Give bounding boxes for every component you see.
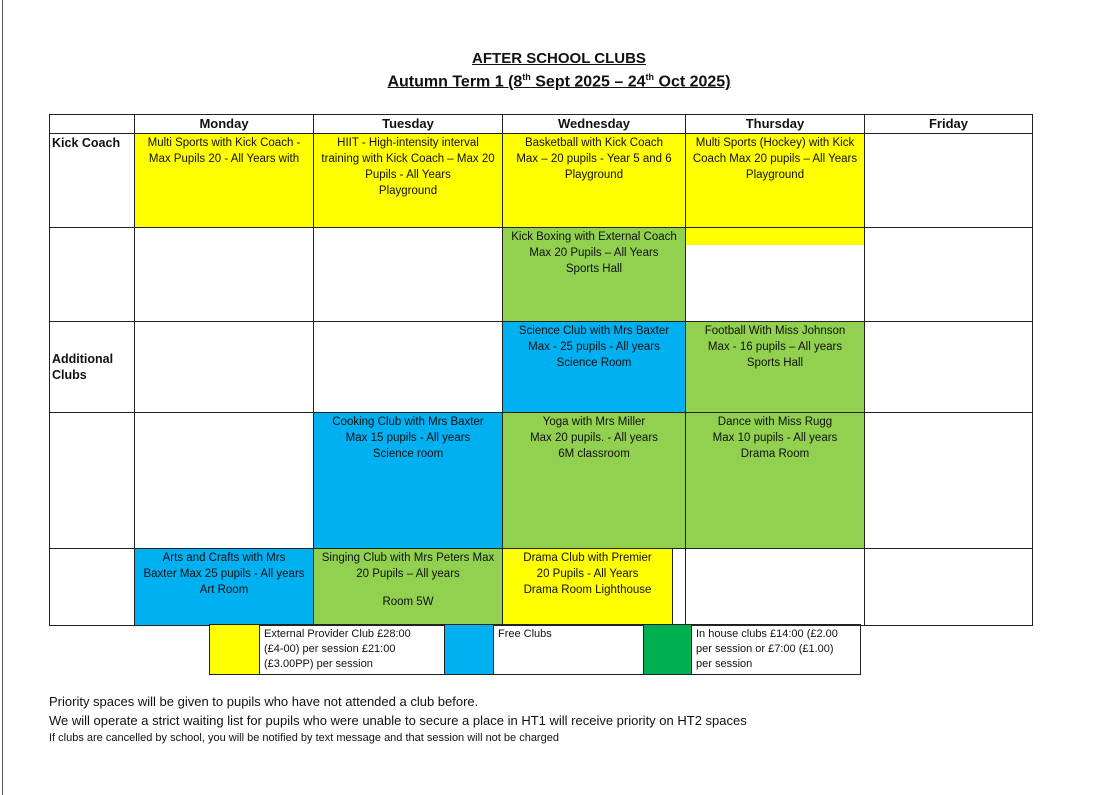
club-location: Playground [745,169,805,181]
club-location: Science room [372,448,444,460]
subtitle-part: Sept 2025 – 24 [530,73,646,91]
club-cell-thu-hockey [686,134,865,228]
empty-cell [314,322,503,413]
split-cell [503,549,685,625]
legend-line: In house clubs £14:00 (£2.00 [696,628,838,640]
club-cell-tue-singing [314,549,503,626]
empty-cell [50,549,135,626]
subtitle-sup: th [522,72,531,82]
club-name: Drama Club with Premier [523,552,652,564]
club-detail: Max 15 pupils - All years [345,432,471,444]
note-cancellation: If clubs are cancelled by school, you will be notified by text message and that session will not be charged [49,732,559,744]
club-name: Yoga with Mrs Miller [542,416,646,428]
legend-line: per session [696,658,753,670]
club-detail: Max - 25 pupils - All years [528,341,660,353]
legend-line: External Provider Club £28:00 [264,628,411,640]
club-detail: Max 10 pupils - All years [712,432,838,444]
row-label-additional-clubs [50,322,135,413]
empty-cell [50,228,135,322]
table-row [50,549,1033,626]
legend-line: (£4-00) per session £21:00 [264,643,396,655]
club-name: Dance with Miss Rugg [717,416,833,428]
club-detail: Max - 16 pupils – All years [707,341,843,353]
pricing-legend [209,624,861,675]
club-name: Science Club with Mrs Baxter [518,325,670,337]
notes-section [49,692,1049,746]
legend-line: per session or £7:00 (£1.00) [696,643,834,655]
empty-cell [686,549,865,626]
page-subtitle [0,72,1118,91]
empty-cell [135,228,314,322]
club-cell-mon-multi-sports [135,134,314,228]
legend-swatch-free [445,625,494,675]
day-header-row [50,115,1033,134]
club-name: Cooking Club with Mrs Baxter [332,416,484,428]
club-name: Kick Boxing with External Coach [511,231,677,243]
club-cell-wed-basketball [503,134,686,228]
empty-cell [865,134,1033,228]
empty-cell [865,228,1033,322]
club-location: Art Room [199,584,249,596]
club-location: Drama Room [740,448,810,460]
club-location: Sports Hall [746,357,804,369]
table-row [50,134,1033,228]
empty-cell [314,228,503,322]
legend-line: (£3.00PP) per session [264,658,373,670]
club-name: Singing Club with Mrs Peters Max [321,552,495,564]
club-cell-tue-hiit [314,134,503,228]
club-cell-tue-cooking [314,413,503,549]
day-monday: Monday [135,115,314,134]
club-detail: Coach Max 20 pupils – All Years [692,153,858,165]
club-location: Playground [378,185,438,197]
yellow-strip [686,228,864,245]
club-name: HIIT - High-intensity interval [337,137,479,149]
row-label-text: Additional Clubs [52,352,114,382]
empty-cell [865,322,1033,413]
row-label-text: Kick Coach [52,136,121,150]
subtitle-part: Autumn Term 1 (8 [387,73,523,91]
legend-line: Free Clubs [498,628,552,640]
empty-cell [135,322,314,413]
clubs-timetable [49,114,1033,626]
club-detail: 20 Pupils - All Years [536,568,639,580]
club-name: Multi Sports with Kick Coach - [147,137,301,149]
day-tuesday: Tuesday [314,115,503,134]
note-priority: Priority spaces will be given to pupils who have not attended a club before. [49,694,479,709]
note-waiting-list: We will operate a strict waiting list for pupils who were unable to secure a place in HT1 will receive priority on HT2 spaces [49,713,747,728]
subtitle-sup: th [645,72,655,82]
legend-external-text [260,625,445,675]
page-edge-rule [2,0,3,795]
club-cell-thu-dance [686,413,865,549]
club-cell-wed-yoga [503,413,686,549]
club-name: Football With Miss Johnson [704,325,846,337]
club-detail: Max Pupils 20 - All Years with [148,153,300,165]
club-cell-wed-drama [503,549,672,625]
club-name: Multi Sports (Hockey) with Kick [695,137,855,149]
legend-row [210,625,861,675]
legend-swatch-external [210,625,260,675]
table-row [50,413,1033,549]
row-label-kick-coach [50,134,135,228]
club-location: 6M classroom [558,448,630,460]
club-location: Sports Hall [565,263,623,275]
club-location: Science Room [556,357,632,369]
club-cell-wed-drama-wrapper [503,549,686,626]
club-detail: training with Kick Coach – Max 20 [321,153,495,165]
subtitle-part: Oct 2025) [654,73,731,91]
club-cell-wed-kick-boxing [503,228,686,322]
empty-cell [50,413,135,549]
page-title: AFTER SCHOOL CLUBS [472,50,646,67]
club-detail: Max – 20 pupils - Year 5 and 6 [516,153,672,165]
club-detail: Pupils - All Years [365,169,451,181]
club-location: Drama Room Lighthouse [523,584,652,596]
club-detail: Max 20 Pupils – All Years [529,247,659,259]
corner-cell [50,115,135,134]
club-name: Arts and Crafts with Mrs [162,552,286,564]
club-name: Basketball with Kick Coach [524,137,664,149]
club-cell-mon-arts-crafts [135,549,314,626]
legend-swatch-inhouse [644,625,692,675]
empty-fragment [672,549,685,625]
club-location: Playground [564,169,624,181]
empty-cell [865,413,1033,549]
table-row [50,228,1033,322]
empty-cell [865,549,1033,626]
spacer [316,582,500,594]
club-cell-wed-science [503,322,686,413]
club-location: Room 5W [382,596,434,608]
legend-inhouse-text [692,625,861,675]
day-wednesday: Wednesday [503,115,686,134]
club-detail: 20 Pupils – All years [356,568,460,580]
day-friday: Friday [865,115,1033,134]
table-row [50,322,1033,413]
club-cell-thu-football [686,322,865,413]
empty-cell [135,413,314,549]
legend-free-text [494,625,644,675]
day-thursday: Thursday [686,115,865,134]
partial-yellow-cell [686,228,865,322]
club-detail: Max 20 pupils. - All years [530,432,658,444]
club-detail: Baxter Max 25 pupils - All years [143,568,305,580]
